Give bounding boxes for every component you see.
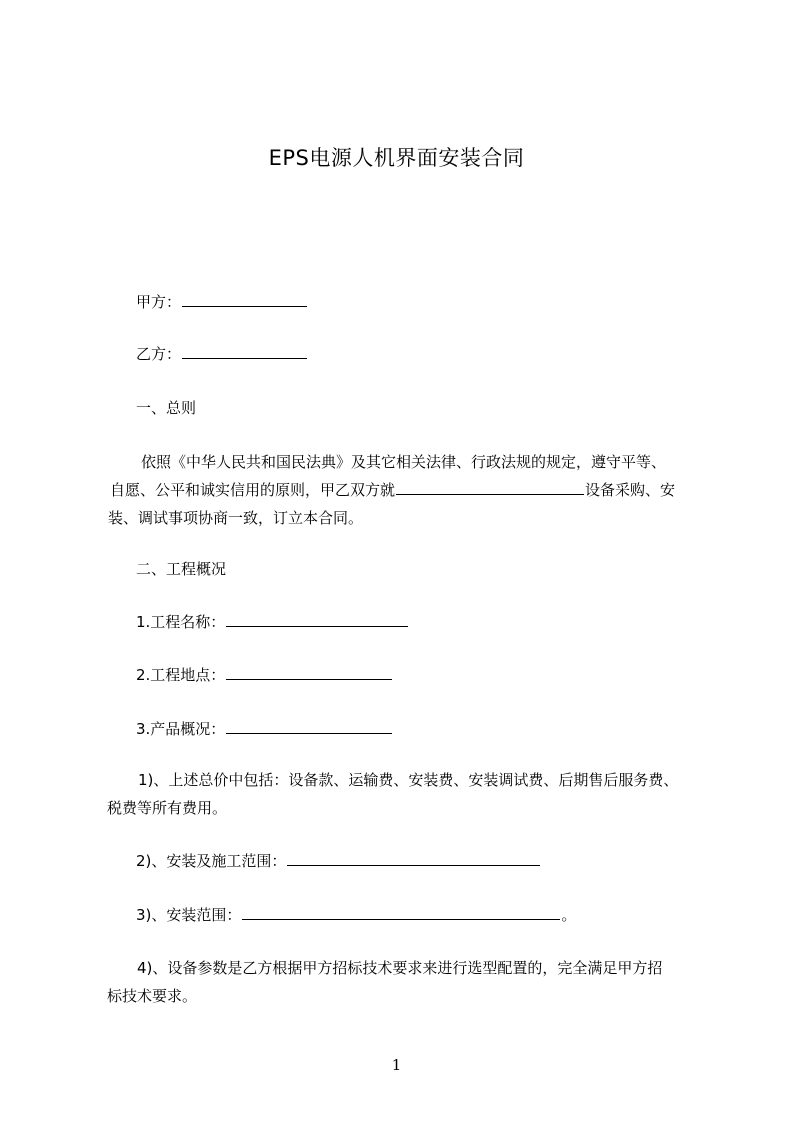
project-name-line <box>136 611 409 633</box>
para1-line1: 依照《中华人民共和国民法典》及其它相关法律、行政法规的规定，遵守平等、 <box>141 453 667 471</box>
para1-line3: 装、调试事项协商一致，订立本合同。 <box>108 509 364 527</box>
sub2-line <box>136 850 541 872</box>
sub3-blank <box>242 904 560 920</box>
party-b-label: 乙方： <box>136 345 182 363</box>
party-a-label: 甲方： <box>136 293 182 311</box>
sub4-line2: 标技术要求。 <box>107 987 198 1005</box>
project-name-blank <box>226 611 408 627</box>
sub1-line1: 1)、上述总价中包括：设备款、运输费、安装费、安装调试费、后期售后服务费、 <box>138 771 679 789</box>
sub4-line1: 4)、设备参数是乙方根据甲方招标技术要求来进行选型配置的，完全满足甲方招 <box>137 959 663 977</box>
party-a-blank <box>182 291 307 307</box>
project-name-label: 1.工程名称： <box>136 613 226 631</box>
party-a-line <box>136 291 308 313</box>
party-b-blank <box>182 343 307 359</box>
project-blank <box>396 479 584 495</box>
page-title: EPS电源人机界面安装合同 <box>268 146 525 170</box>
project-location-label: 2.工程地点： <box>136 666 226 684</box>
product-overview-blank <box>226 718 392 734</box>
project-location-blank <box>226 664 392 680</box>
sub3-label: 3)、安装范围： <box>136 906 242 924</box>
sub2-blank <box>287 850 540 866</box>
sub3-line <box>136 904 576 926</box>
para1-line2-end: 设备采购、安 <box>585 481 676 499</box>
para1-line2 <box>110 479 675 501</box>
para1-line2-start: 自愿、公平和诚实信用的原则，甲乙双方就 <box>110 481 396 499</box>
section1-heading: 一、总则 <box>136 399 197 417</box>
product-overview-line <box>136 718 393 740</box>
page-number: 1 <box>391 1056 402 1074</box>
project-location-line <box>136 664 393 686</box>
sub2-label: 2)、安装及施工范围： <box>136 852 287 870</box>
section2-heading: 二、工程概况 <box>136 560 227 578</box>
sub1-line2: 税费等所有费用。 <box>107 799 228 817</box>
product-overview-label: 3.产品概况： <box>136 720 226 738</box>
sub3-end: 。 <box>561 906 577 924</box>
party-b-line <box>136 343 308 365</box>
